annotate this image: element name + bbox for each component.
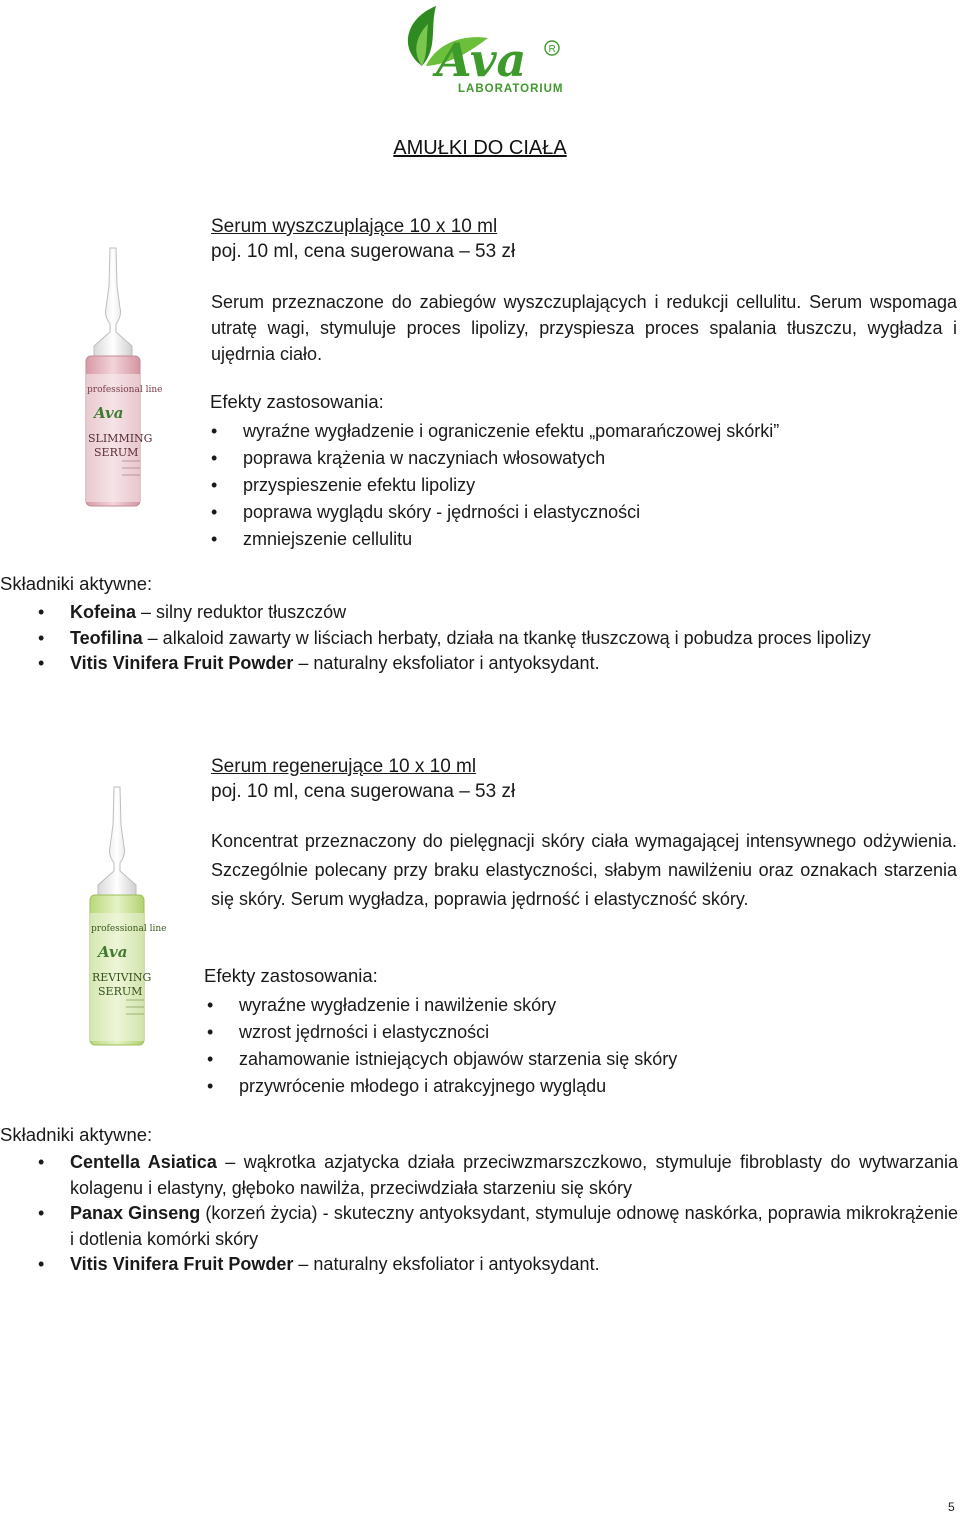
- product-1-header: [211, 214, 515, 264]
- svg-text:SERUM: SERUM: [98, 985, 143, 998]
- ingredient-item: [38, 1201, 958, 1252]
- effect-item: • poprawa krążenia w naczyniach włosowatych: [211, 445, 779, 472]
- product-1-effects-list: [211, 418, 779, 553]
- svg-text:Ava: Ava: [94, 404, 124, 422]
- ava-laboratorium-logo: [392, 4, 570, 100]
- product-2-ingredients-list: [38, 1150, 958, 1278]
- ingredient-name: Centella Asiatica: [70, 1152, 217, 1172]
- product-1-effects-heading: Efekty zastosowania:: [210, 391, 384, 412]
- ingredient-desc: – silny reduktor tłuszczów: [136, 602, 347, 622]
- product-1-description: Serum przeznaczone do zabiegów wyszczuplających i redukcji cellulitu. Serum wspomaga utratę wagi, stymuluje proces lipolizy, przyspiesza proces spalania tłuszczu, wygładza i ujędrnia ciało.: [211, 292, 957, 364]
- slimming-serum-ampoule-image: [82, 246, 163, 512]
- ingredient-name: Vitis Vinifera Fruit Powder: [70, 1254, 294, 1274]
- ingredient-name: Vitis Vinifera Fruit Powder: [70, 653, 294, 673]
- product-2-price: poj. 10 ml, cena sugerowana – 53 zł: [211, 781, 516, 802]
- ingredient-item: [38, 1150, 958, 1201]
- page-title: AMUŁKI DO CIAŁA: [393, 137, 567, 159]
- svg-text:professional line: professional line: [87, 385, 163, 395]
- ingredient-desc: – alkaloid zawarty w liściach herbaty, działa na tkankę tłuszczową i pobudza proces lipolizy: [142, 627, 871, 648]
- svg-text:R: R: [548, 44, 556, 55]
- ingredient-desc: – wąkrotka azjatycka działa przeciwzmarszczkowo, stymuluje fibroblasty do wytwarzania kolagenu i elastyny, głęboko nawilża, przeciwdziała starzeniu się skóry: [70, 1152, 958, 1198]
- product-2-ingredients-heading: Składniki aktywne:: [0, 1124, 153, 1145]
- svg-text:REVIVING: REVIVING: [92, 971, 152, 984]
- ingredient-name: Teofilina: [70, 627, 143, 648]
- effect-item: • wyraźne wygładzenie i nawilżenie skóry: [207, 992, 677, 1019]
- ingredient-desc: – naturalny eksfoliator i antyoksydant.: [293, 653, 600, 673]
- svg-text:LABORATORIUM: LABORATORIUM: [458, 83, 564, 95]
- effect-item: • przyspieszenie efektu lipolizy: [211, 472, 779, 499]
- product-2-effects-list: [207, 992, 677, 1100]
- effect-item: • przywrócenie młodego i atrakcyjnego wyglądu: [207, 1073, 677, 1100]
- effect-item: • wyraźne wygładzenie i ograniczenie efektu „pomarańczowej skórki”: [211, 418, 779, 445]
- svg-text:professional line: professional line: [91, 924, 167, 934]
- effect-item: • zahamowanie istniejących objawów starzenia się skóry: [207, 1046, 677, 1073]
- svg-text:SLIMMING: SLIMMING: [88, 432, 153, 445]
- ingredient-item: [38, 600, 958, 626]
- svg-text:Ava: Ava: [98, 943, 128, 961]
- product-2-header: [211, 754, 515, 804]
- product-1-name: Serum wyszczuplające 10 x 10 ml: [211, 216, 498, 237]
- ingredient-item: [38, 1252, 958, 1278]
- reviving-serum-ampoule-image: [86, 785, 167, 1051]
- effect-item: • poprawa wyglądu skóry - jędrności i elastyczności: [211, 499, 779, 526]
- product-1-price: poj. 10 ml, cena sugerowana – 53 zł: [211, 241, 516, 262]
- product-1-ingredients-list: [38, 600, 958, 677]
- svg-text:SERUM: SERUM: [94, 446, 139, 459]
- ingredient-desc: – naturalny eksfoliator i antyoksydant.: [293, 1254, 600, 1274]
- effect-item: • wzrost jędrności i elastyczności: [207, 1019, 677, 1046]
- effect-item: • zmniejszenie cellulitu: [211, 526, 779, 553]
- product-2-description: Koncentrat przeznaczony do pielęgnacji skóry ciała wymagającej intensywnego odżywienia. Szczególnie polecany przy braku elastyczności, słabym nawilżeniu oraz oznakach starzenia się skóry. Serum wygładza, poprawia jędrność i elastyczność skóry.: [211, 831, 957, 909]
- ingredient-name: Panax Ginseng: [70, 1203, 201, 1223]
- product-1-ingredients-heading: Składniki aktywne:: [0, 573, 153, 594]
- ingredient-name: Kofeina: [70, 602, 137, 622]
- ingredient-desc: (korzeń życia) - skuteczny antyoksydant, stymuluje odnowę naskórka, poprawia mikrokrążenie i dotlenia komórki skóry: [70, 1203, 959, 1249]
- product-2-effects-heading: Efekty zastosowania:: [204, 965, 378, 986]
- page-number: 5: [948, 1500, 955, 1514]
- ingredient-item: [38, 651, 958, 677]
- ingredient-item: [38, 626, 958, 652]
- product-2-name: Serum regenerujące 10 x 10 ml: [211, 756, 477, 777]
- svg-text:Ava: Ava: [436, 33, 527, 87]
